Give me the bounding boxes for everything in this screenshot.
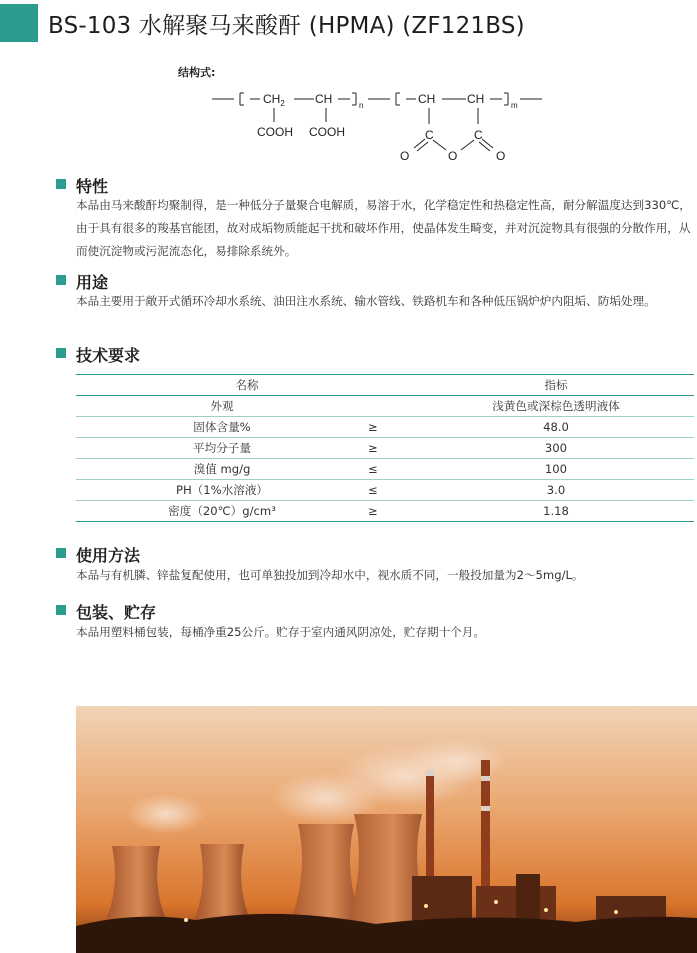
cooh-label-1: COOH <box>257 125 293 139</box>
spec-table <box>76 374 694 522</box>
spec-value: 浅黄色或深棕色透明液体 <box>418 396 694 417</box>
spec-operator: ≤ <box>368 459 418 480</box>
ch-label-1: CH <box>315 92 333 106</box>
ring-c-label-1: C <box>425 128 434 142</box>
title-bar <box>0 4 697 40</box>
cooling-tower <box>106 846 166 920</box>
subscript-n: n <box>359 101 364 110</box>
spec-value: 48.0 <box>418 417 694 438</box>
heading-bullet <box>56 348 66 358</box>
ch-label-2: CH <box>418 92 436 106</box>
cooh-label-2: COOH <box>309 125 345 139</box>
spec-operator <box>368 396 418 417</box>
table-row <box>76 438 694 459</box>
spec-name: 固体含量% <box>76 417 368 438</box>
header-name: 名称 <box>76 375 418 396</box>
ch2-label: $CH_2$ <box>263 92 285 108</box>
power-plant-photo <box>76 706 697 953</box>
packaging-text: 本品用塑料桶包装，每桶净重25公斤。贮存于室内通风阴凉处，贮存期十个月。 <box>76 625 485 639</box>
spec-value: 100 <box>418 459 694 480</box>
heading-bullet <box>56 548 66 558</box>
spec-value: 1.18 <box>418 501 694 522</box>
title-accent-block <box>0 4 38 42</box>
ring-c-label-2: C <box>474 128 483 142</box>
spec-name: 溴值 mg/g <box>76 459 368 480</box>
spec-operator: ≥ <box>368 501 418 522</box>
structural-formula <box>178 62 598 172</box>
spec-value: 3.0 <box>418 480 694 501</box>
carbonyl-o-label-2: O <box>496 149 506 163</box>
spec-operator: ≤ <box>368 480 418 501</box>
spec-name: 密度（20℃）g/cm³ <box>76 501 368 522</box>
subscript-m: m <box>511 101 518 110</box>
spec-operator: ≥ <box>368 438 418 459</box>
spec-operator: ≥ <box>368 417 418 438</box>
ch-label-3: CH <box>467 92 485 106</box>
spec-name: 平均分子量 <box>76 438 368 459</box>
heading-bullet <box>56 605 66 615</box>
spec-name: PH（1%水溶液） <box>76 480 368 501</box>
page-title: BS-103 水解聚马来酸酐 (HPMA) (ZF121BS) <box>48 13 525 39</box>
uses-text: 本品主要用于敞开式循环冷却水系统、油田注水系统、输水管线、铁路机车和各种低压锅炉炉内阻垢、防垢处理。 <box>76 294 656 308</box>
heading-bullet <box>56 275 66 285</box>
spec-name: 外观 <box>76 396 368 417</box>
table-header-row <box>76 375 694 396</box>
heading-bullet <box>56 179 66 189</box>
ring-o-label: O <box>448 149 458 163</box>
usage-text: 本品与有机膦、锌盐复配使用，也可单独投加到冷却水中，视水质不同，一般投加量为2～5mg/L。 <box>76 568 584 582</box>
carbonyl-o-label-1: O <box>400 149 410 163</box>
table-row <box>76 501 694 522</box>
structure-label: 结构式: <box>178 66 216 79</box>
table-row <box>76 396 694 417</box>
properties-text: 本品由马来酸酐均聚制得，是一种低分子量聚合电解质，易溶于水，化学稳定性和热稳定性高，耐分解温度达到330℃，由于具有很多的羧基官能团，故对成垢物质能起干扰和破坏作用，使晶体发生畸变，并对沉淀物具有很强的分散作用，从而使沉淀物或污泥流态化，易排除系统外。 <box>76 198 691 258</box>
spec-value: 300 <box>418 438 694 459</box>
table-row <box>76 459 694 480</box>
table-row <box>76 480 694 501</box>
header-value: 指标 <box>418 375 694 396</box>
table-row <box>76 417 694 438</box>
